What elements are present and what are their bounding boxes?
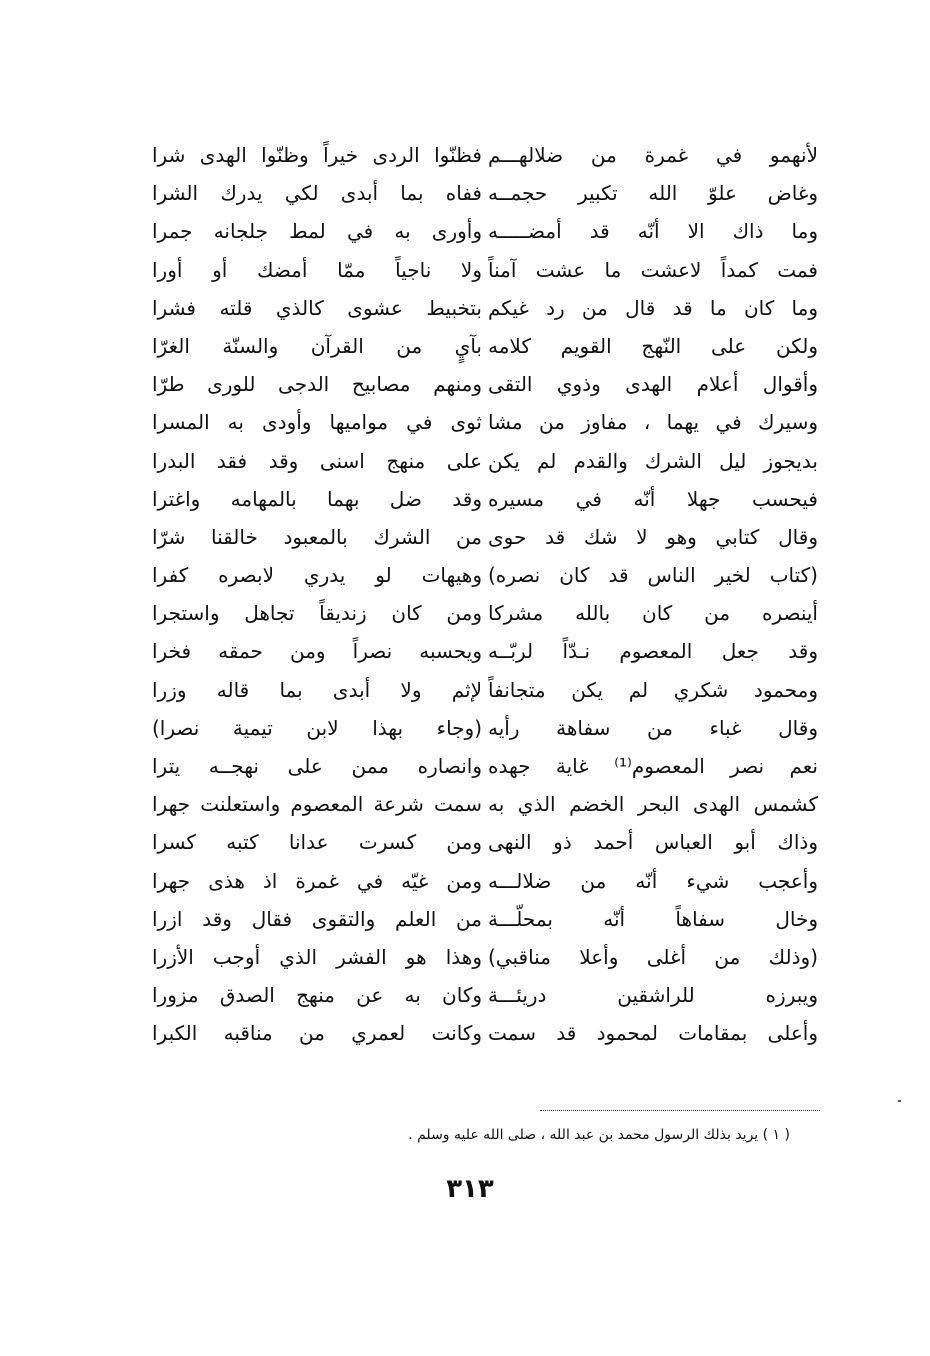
- left-verse-line: من الشرك بالمعبود خالقنا شرّا: [152, 524, 482, 549]
- right-verse-line: وأعجب شيء أنّه من ضلالـــه: [488, 868, 818, 893]
- left-verse-line: ففاه بما أبدى لكي يدرك الشرا: [152, 181, 482, 206]
- left-verse-line: بآيٍ من القرآن والسنّة الغرّا: [152, 333, 482, 358]
- page-number: ٣١٣: [446, 1174, 494, 1204]
- right-verse-line: فمت كمداً لاعشت ما عشت آمناً: [488, 257, 818, 282]
- right-verse-line: ولكن على النّهج القويم كلامه: [488, 333, 818, 358]
- left-verse-line: (وجاء بهذا لابن تيمية نصرا): [152, 715, 482, 740]
- left-verse-line: سمت شرعة المعصوم واستعلنت جهرا: [152, 792, 482, 817]
- right-verse-line: وما ذاك الا أنّه قد أمضـــــه: [488, 219, 818, 244]
- left-verse-line: وكانت لعمري من مناقبه الكبرا: [152, 1021, 482, 1046]
- right-verse-line: كشمس الهدى البحر الخضم الذي به: [488, 792, 818, 817]
- right-verse-line: وما كان ما قد قال من رد غيكم: [488, 295, 818, 320]
- right-verse-line: (كتاب لخير الناس قد كان نصره): [488, 563, 818, 588]
- right-verse-line: وقال كتابي وهو لا شك قد حوى: [488, 524, 818, 549]
- left-verse-line: ومن كسرت عدانا كتبه كسرا: [152, 830, 482, 855]
- left-verse-column: [152, 136, 482, 1053]
- left-verse-line: وهيهات لو يدري لابصره كفرا: [152, 563, 482, 588]
- left-verse-line: من العلم والتقوى فقال وقد ازرا: [152, 906, 482, 931]
- left-verse-line: ومن كان زنديقاً تجاهل واستجرا: [152, 601, 482, 626]
- left-verse-line: وكان به عن منهج الصدق مزورا: [152, 983, 482, 1008]
- left-verse-line: ومن غيّه في غمرة اذ هذى جهرا: [152, 868, 482, 893]
- right-verse-line: وذاك أبو العباس أحمد ذو النهى: [488, 830, 818, 855]
- scan-speck: [898, 1100, 901, 1102]
- right-verse-line: (وذلك من أغلى وأعلا مناقبي): [488, 944, 818, 969]
- left-verse-line: ولا ناجياً ممّا أمضك أو أورا: [152, 257, 482, 282]
- left-verse-line: بتخبيط عشوى كالذي قلته فشرا: [152, 295, 482, 320]
- left-verse-line: وقد ضل بهما بالمهامه واغترا: [152, 486, 482, 511]
- left-verse-line: وأورى به في لمط جلجانه جمرا: [152, 219, 482, 244]
- right-verse-line: وخال سفاهاً أنّه بمحلّـــة: [488, 906, 818, 931]
- right-verse-line: أينصره من كان بالله مشركا: [488, 601, 818, 626]
- footnote: ( ١ ) يريد بذلك الرسول محمد بن عبد الله ، صلى الله عليه وسلم .: [408, 1127, 790, 1143]
- right-verse-line: وأعلى بمقامات لمحمود قد سمت: [488, 1021, 818, 1046]
- right-verse-line: نعم نصر المعصوم⁽¹⁾ غاية جهده: [488, 754, 818, 778]
- left-verse-line: وانصاره ممن على نهجــه يترا: [152, 754, 482, 778]
- right-verse-line: فيحسب جهلا أنّه في مسيره: [488, 486, 818, 511]
- right-verse-line: وقال غباء من سفاهة رأيه: [488, 715, 818, 740]
- right-verse-line: ويبرزه للراشقين دريئـــة: [488, 983, 818, 1008]
- right-verse-line: وقد جعل المعصوم نـدّاً لربّــه: [488, 639, 818, 664]
- right-verse-line: ومحمود شكري لم يكن متجانفاً: [488, 677, 818, 702]
- left-verse-line: على منهج اسنى وقد فقد البدرا: [152, 448, 482, 473]
- right-verse-line: بديجوز ليل الشرك والقدم لم يكن: [488, 448, 818, 473]
- right-verse-line: وسيرك في يهما ، مفاوز من مشا: [488, 410, 818, 435]
- left-verse-line: ومنهم مصابيح الدجى للورى طرّا: [152, 372, 482, 397]
- footnote-separator: [540, 1110, 820, 1111]
- right-verse-column: [488, 136, 818, 1053]
- left-verse-line: وهذا هو الفشر الذي أوجب الأزرا: [152, 944, 482, 969]
- right-verse-line: وغاض علوّ الله تكبير حجمــه: [488, 181, 818, 206]
- left-verse-line: ويحسبه نصراً ومن حمقه فخرا: [152, 639, 482, 664]
- left-verse-line: فظنّوا الردى خيراً وظنّوا الهدى شرا: [152, 143, 482, 167]
- left-verse-line: لإثم ولا أبدى بما قاله وزرا: [152, 677, 482, 702]
- right-verse-line: وأقوال أعلام الهدى وذوي التقى: [488, 372, 818, 397]
- right-verse-line: لأنهمو في غمرة من ضلالهـــم: [488, 143, 818, 167]
- left-verse-line: ثوى في مواميها وأودى به المسرا: [152, 410, 482, 435]
